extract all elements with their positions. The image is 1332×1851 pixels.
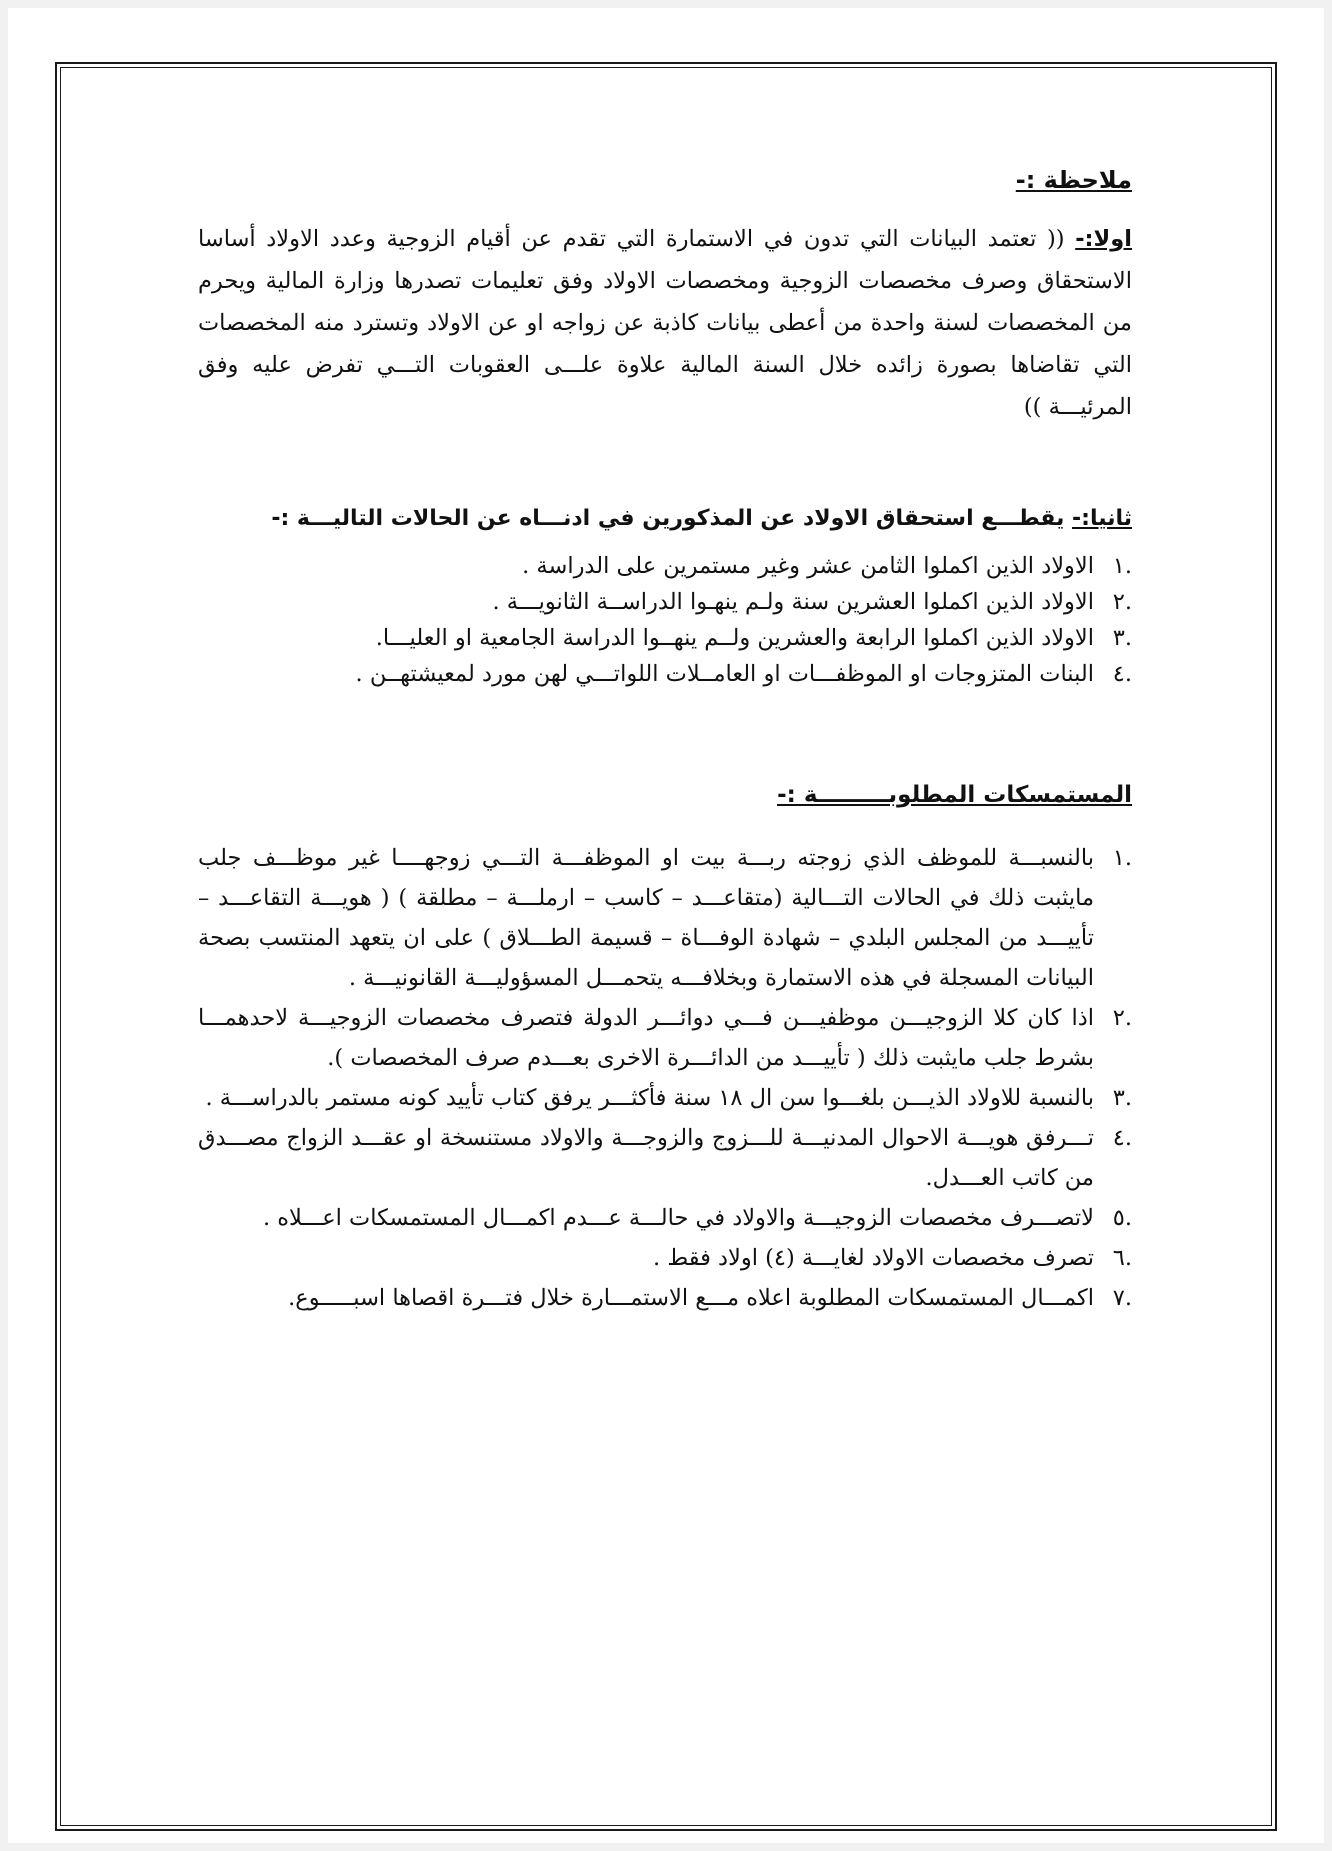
first-label: اولا:-	[1075, 226, 1132, 252]
list-item	[198, 548, 1132, 584]
item-text: اكمـــال المستمسكات المطلوبة اعلاه مـــع الاستمـــارة خلال فتـــرة اقصاها اسبـــــوع.	[288, 1285, 1094, 1311]
second-heading-text: يقطـــع استحقاق الاولاد عن المذكورين في ادنـــاه عن الحالات التاليـــة :-	[271, 506, 1073, 531]
item-number: .٢	[1112, 1005, 1132, 1031]
item-number: .٤	[1112, 1125, 1132, 1151]
note-heading: ملاحظة :-	[1015, 166, 1132, 194]
required-documents-heading: المستمسكات المطلوبـــــــــة :-	[777, 782, 1132, 808]
item-number: .٣	[1112, 625, 1132, 651]
document-content	[198, 160, 1132, 1318]
required-documents-list	[198, 838, 1132, 1318]
item-text: الاولاد الذين اكملوا العشرين سنة ولـم ينهـوا الدراســة الثانويـــة .	[492, 589, 1094, 615]
cutoff-cases-list	[198, 548, 1132, 692]
list-item	[198, 1238, 1132, 1278]
item-text: بالنسبة للاولاد الذيـــن بلغـــوا سن ال ١٨ سنة فأكثـــر يرفق كتاب تأييد كونه مستمر بالدراســـة .	[205, 1085, 1094, 1111]
list-item	[198, 1118, 1132, 1198]
list-item	[198, 1078, 1132, 1118]
list-item	[198, 1278, 1132, 1318]
list-item	[198, 998, 1132, 1078]
list-item	[198, 656, 1132, 692]
item-text: تـــرفق هويـــة الاحوال المدنيـــة للـــزوج والزوجـــة والاولاد مستنسخة او عقـــد الزواج مصـــدق من كاتب العـــدل.	[198, 1125, 1094, 1191]
item-text: لاتصـــرف مخصصات الزوجيـــة والاولاد في حالـــة عـــدم اكمـــال المستمسكات اعـــلاه .	[262, 1205, 1094, 1231]
item-text: تصرف مخصصات الاولاد لغايـــة (٤) اولاد فقط .	[653, 1245, 1094, 1271]
item-text: الاولاد الذين اكملوا الرابعة والعشرين ولــم ينهــوا الدراسة الجامعية او العليـــا.	[375, 625, 1094, 651]
second-label: ثانيا:-	[1072, 506, 1132, 531]
item-number: .٥	[1112, 1205, 1132, 1231]
list-item	[198, 1198, 1132, 1238]
list-item	[198, 620, 1132, 656]
item-number: .٦	[1112, 1245, 1132, 1271]
first-paragraph-text: (( تعتمد البيانات التي تدون في الاستمارة التي تقدم عن أقيام الزوجية وعدد الاولاد أساسا الاستحقاق وصرف مخصصات الزوجية ومخصصات الاولاد وفق تعليمات تصدرها وزارة المالية ويحرم من المخصصات لسنة واحدة من أعطى بيانات كاذبة عن زواجه او عن الاولاد وتسترد منه المخصصات التي تقاضاها بصورة زائده خلال السنة المالية علاوة علـــى العقوبات التـــي تفرض عليه وفق المرئيـــة ))	[198, 226, 1132, 420]
item-text: الاولاد الذين اكملوا الثامن عشر وغير مستمرين على الدراسة .	[522, 553, 1094, 579]
item-number: .٢	[1112, 589, 1132, 615]
item-text: اذا كان كلا الزوجيـــن موظفيـــن فـــي دوائـــر الدولة فتصرف مخصصات الزوجيـــة لاحدهمـــا بشرط جلب مايثبت ذلك ( تأييـــد من الدائـــرة الاخرى بعـــدم صرف المخصصات ).	[198, 1005, 1094, 1071]
second-heading	[198, 498, 1132, 540]
item-number: .٧	[1112, 1285, 1132, 1311]
item-text: بالنسبـــة للموظف الذي زوجته ربـــة بيت او الموظفـــة التـــي زوجهــــا غير موظـــف جلب مايثبت ذلك في الحالات التـــالية (متقاعـــد – كاسب – ارملـــة – مطلقة ) ( هويـــة التقاعـــد – تأييـــد من المجلس البلدي – شهادة الوفـــاة – قسيمة الطـــلاق ) على ان يتعهد المنتسب بصحة البيانات المسجلة في هذه الاستمارة وبخلافـــه يتحمـــل المسؤوليـــة القانونيـــة .	[198, 845, 1094, 991]
list-item	[198, 584, 1132, 620]
first-paragraph	[198, 218, 1132, 428]
item-number: .٣	[1112, 1085, 1132, 1111]
list-item	[198, 838, 1132, 998]
item-number: .٤	[1112, 661, 1132, 687]
item-number: .١	[1112, 553, 1132, 579]
item-number: .١	[1112, 845, 1132, 871]
item-text: البنات المتزوجات او الموظفـــات او العامــلات اللواتـــي لهن مورد لمعيشتهــن .	[355, 661, 1094, 687]
